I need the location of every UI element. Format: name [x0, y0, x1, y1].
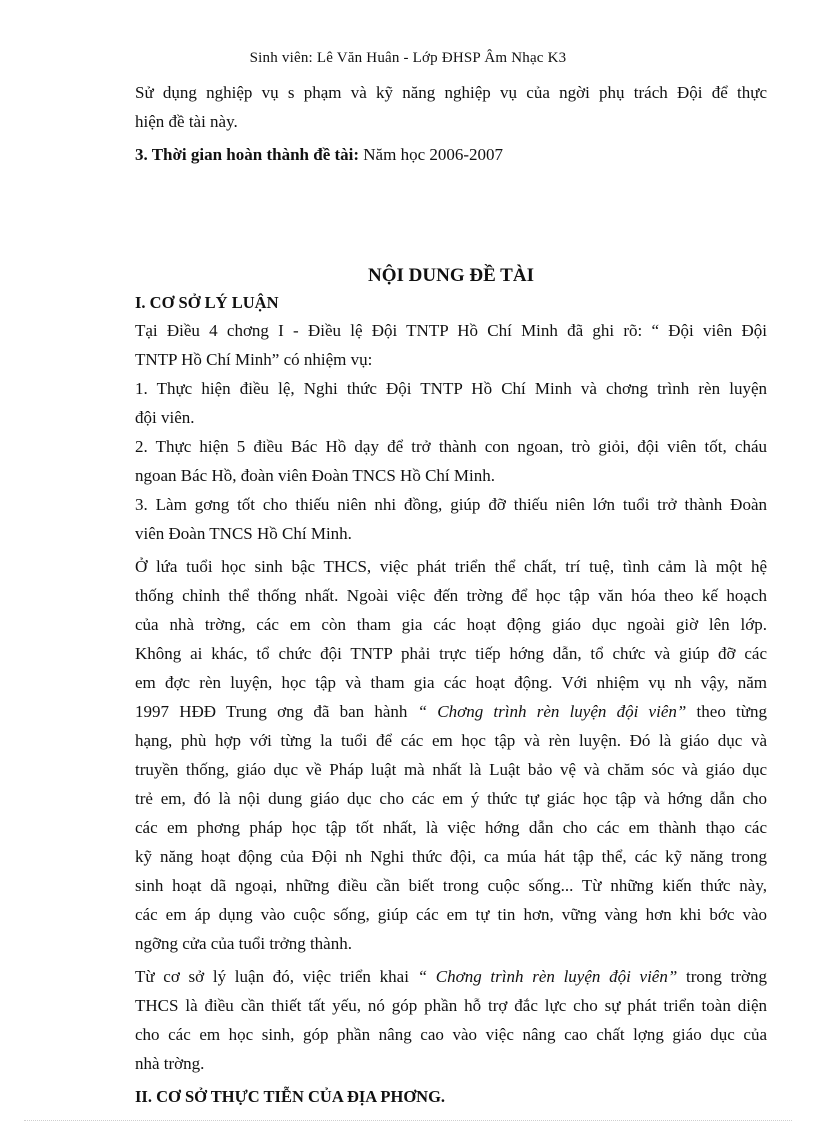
- text-line: [135, 697, 767, 726]
- program-title-italic: “ Chơng trình rèn luyện đội viên”: [417, 967, 678, 986]
- text-line: ngỡng cửa của tuổi trởng thành.: [135, 934, 352, 953]
- duty-item-2: [135, 432, 767, 490]
- text-line: Sử dụng nghiệp vụ s phạm và kỹ năng nghiệp vụ của ngời phụ trách Đội để thực: [135, 83, 767, 102]
- text-line: nhà trờng.: [135, 1054, 205, 1073]
- text-line: trẻ em, đó là nội dung giáo dục cho các em ý thức tự giác học tập và hớng dẫn cho: [135, 789, 767, 808]
- text-segment: theo từng: [686, 702, 767, 721]
- text-line: cho các em học sinh, góp phần nâng cao vào việc nâng cao chất lợng giáo dục của: [135, 1025, 767, 1044]
- page-header: Sinh viên: Lê Văn Huân - Lớp ĐHSP Âm Nhạc K3: [249, 50, 567, 66]
- article-paragraph: [135, 316, 767, 374]
- body-paragraph-conclusion: [135, 962, 767, 1078]
- page-bottom-divider: [24, 1120, 792, 1121]
- text-segment: trong trờng: [677, 967, 767, 986]
- section-title: NỘI DUNG ĐỀ TÀI: [368, 265, 534, 286]
- text-line: em đợc rèn luyện, học tập và tham gia các hoạt động. Với nhiệm vụ nh vậy, năm: [135, 673, 767, 692]
- text-line: truyền thống, giáo dục về Pháp luật mà nhất là Luật bảo vệ và chăm sóc và giáo dục: [135, 760, 767, 779]
- text-line: THCS là điều cần thiết tất yếu, nó góp phần hỗ trợ đắc lực cho sự phát triển toàn diện: [135, 996, 767, 1015]
- text-line: 3. Làm gơng tốt cho thiếu niên nhi đồng, giúp đỡ thiếu niên lớn tuổi trở thành Đoàn: [135, 495, 767, 514]
- intro-paragraph: [135, 78, 767, 136]
- document-body: [135, 78, 767, 1110]
- text-line: TNTP Hồ Chí Minh” có nhiệm vụ:: [135, 350, 373, 369]
- text-line: hiện đề tài này.: [135, 112, 238, 131]
- text-line: các em áp dụng vào cuộc sống, giúp các em tự tin hơn, vững vàng hơn khi bớc vào: [135, 905, 767, 924]
- text-segment: 1997 HĐĐ Trung ơng đã ban hành: [135, 702, 418, 721]
- duty-item-1: [135, 374, 767, 432]
- text-segment: Từ cơ sở lý luận đó, việc triển khai: [135, 967, 418, 986]
- text-line: 2. Thực hiện 5 điều Bác Hồ dạy để trở thành con ngoan, trò giỏi, đội viên tốt, cháu: [135, 437, 767, 456]
- text-line: đội viên.: [135, 408, 195, 427]
- text-line: kỹ năng hoạt động của Đội nh Nghi thức đội, ca múa hát tập thể, các kỹ năng trong: [135, 847, 767, 866]
- duty-item-3: [135, 490, 767, 548]
- text-line: của nhà trờng, các em còn tham gia các hoạt động giáo dục ngoài giờ lên lớp.: [135, 615, 767, 634]
- section-heading-2: II. CƠ SỞ THỰC TIỄN CỦA ĐỊA PHƠNG.: [135, 1087, 446, 1106]
- program-title-italic: “ Chơng trình rèn luyện đội viên”: [417, 702, 687, 721]
- text-line: sinh hoạt dã ngoại, những điều cần biết trong cuộc sống... Từ những kiến thức này,: [135, 876, 767, 895]
- text-line: hạng, phù hợp với từng la tuổi để các em học tập và rèn luyện. Đó là giáo dục và: [135, 731, 767, 750]
- completion-time-value: Năm học 2006-2007: [363, 145, 504, 164]
- text-line: 1. Thực hiện điều lệ, Nghi thức Đội TNTP Hồ Chí Minh và chơng trình rèn luyện: [135, 379, 767, 398]
- completion-time-label: 3. Thời gian hoàn thành đề tài:: [135, 145, 360, 164]
- text-line: Tại Điều 4 chơng I - Điều lệ Đội TNTP Hồ Chí Minh đã ghi rõ: “ Đội viên Đội: [135, 321, 767, 340]
- text-line: các em phơng pháp học tập tốt nhất, là việc hớng dẫn cho các em thành thạo các: [135, 818, 767, 837]
- completion-time: [135, 140, 767, 169]
- text-line: Không ai khác, tổ chức đội TNTP phải trực tiếp hớng dẫn, tổ chức và giúp đỡ các: [135, 644, 767, 663]
- text-line: thống chỉnh thể thống nhất. Ngoài việc đến trờng để học tập văn hóa theo kế hoạch: [135, 586, 767, 605]
- text-line: Ở lứa tuổi học sinh bậc THCS, việc phát triển thể chất, trí tuệ, tình cảm là một hệ: [135, 557, 767, 576]
- text-line: [135, 962, 767, 991]
- text-line: ngoan Bác Hồ, đoàn viên Đoàn TNCS Hồ Chí Minh.: [135, 466, 495, 485]
- text-line: viên Đoàn TNCS Hồ Chí Minh.: [135, 524, 352, 543]
- section-heading-1: I. CƠ SỞ LÝ LUẬN: [135, 293, 279, 312]
- body-paragraph-development: [135, 552, 767, 958]
